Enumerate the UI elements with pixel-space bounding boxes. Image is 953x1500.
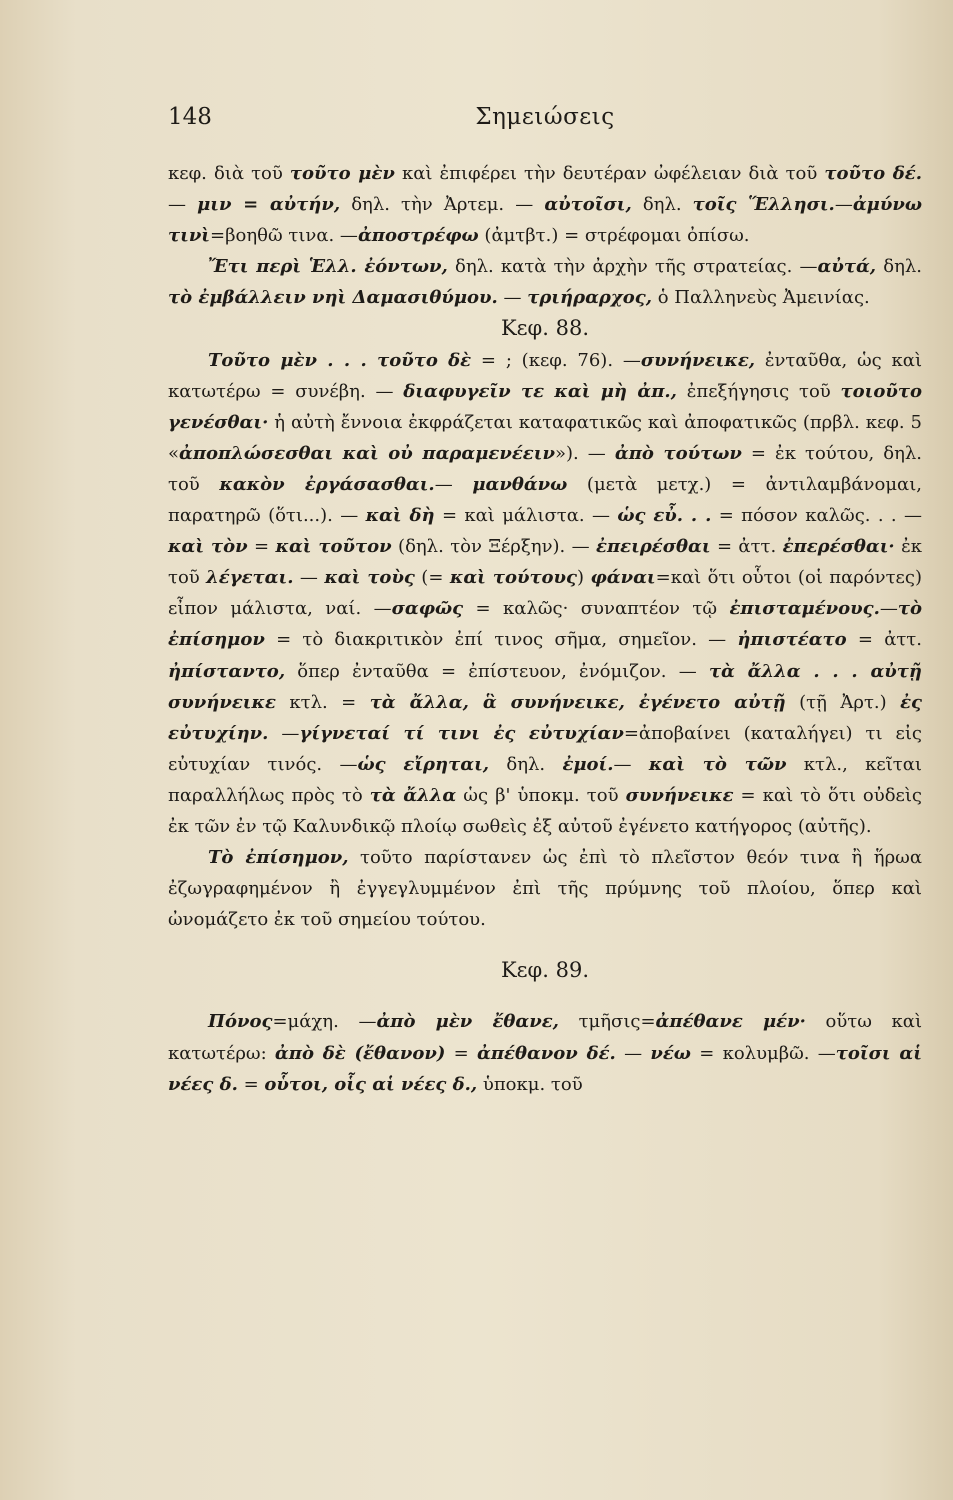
lemma-term: ἀπέθανον δέ. (476, 1042, 616, 1064)
note-text: ἐνταῦθα, ὡς καὶ κατωτέρω = συνέβη. — (168, 349, 923, 402)
lemma-term: κακὸν ἐργάσασθαι. (219, 473, 435, 495)
note-paragraph (168, 158, 922, 251)
lemma-term: καὶ τοῦτον (275, 536, 392, 558)
lemma-term: μανθάνω (472, 473, 568, 495)
lemma-term: τὸ ἐμβάλλειν νηὶ Δαμασιθύμου. (168, 287, 498, 309)
lemma-term: ἀπὸ μὲν ἔθανε, (376, 1011, 559, 1033)
note-text: κτλ., κεῖται παραλλήλως πρὸς τὸ (168, 753, 922, 806)
note-text: = (247, 536, 276, 558)
note-text: =καὶ ὅτι οὗτοι (οἱ παρόντες) εἶπον μάλιστα, ναί. — (168, 567, 922, 620)
note-text: δηλ. κατὰ τὴν ἀρχὴν τῆς στρατείας. — (447, 256, 818, 278)
running-head (168, 104, 922, 140)
lemma-term: γίγνεταί τί τινι ἐς εὐτυχίαν (299, 722, 624, 744)
lemma-term: διαφυγεῖν τε καὶ μὴ ἀπ., (403, 380, 677, 402)
note-text: — (268, 722, 300, 744)
lemma-term: συνήνεικε (625, 784, 734, 806)
note-text: »). — (554, 442, 615, 464)
lemma-term: τοῖς Ἕλλησι. (692, 194, 835, 216)
lemma-term: καὶ τὸ τῶν (648, 753, 787, 775)
note-paragraph (168, 1006, 922, 1099)
lemma-term: τὰ ἄλλα, ἃ συνήνεικε, ἐγένετο αὐτῇ (369, 691, 786, 713)
note-text: = καὶ μάλιστα. — (434, 505, 618, 527)
lemma-term: νέω (650, 1042, 691, 1064)
lemma-term: καὶ δὴ (365, 505, 435, 527)
note-text: καὶ ἐπιφέρει τὴν δευτέραν ὠφέλειαν διὰ τοῦ (394, 163, 825, 184)
note-text: = καὶ τὸ ὅτι οὐδεὶς ἐκ τῶν ἐν τῷ Καλυνδικῷ πλοίῳ σωθεὶς ἐξ αὐτοῦ ἐγένετο κατήγορος (αὐτῆς). (168, 784, 922, 837)
note-text: ἐκ τοῦ (168, 536, 922, 589)
note-text: τοῦτο παρίστανεν ὡς ἐπὶ τὸ πλεῖστον θεόν τινα ἢ ἥρωα ἐζωγραφημένον ἢ ἐγγεγλυμμένον ἐπὶ τῆς πρύμνης τοῦ πλοίου, ὅπερ καὶ ὠνομάζετο ἐκ τοῦ σημείου τούτου. (168, 847, 922, 931)
note-text: =μάχη. — (272, 1011, 377, 1033)
chapter-heading: Κεφ. 88. (500, 316, 590, 341)
note-text: = ; (κεφ. 76). — (471, 349, 641, 371)
note-text: (δηλ. τὸν Ξέρξην). — (391, 536, 597, 558)
lemma-term: ἐπερέσθαι· (782, 536, 895, 558)
note-text: (ἀμτβτ.) = στρέφομαι ὀπίσω. (478, 225, 750, 247)
lemma-term: τοῖσι αἱ νέες δ. (168, 1042, 922, 1095)
note-text: ὁ Παλληνεὺς Ἀμεινίας. (651, 287, 870, 309)
lemma-term: οὗτοι, οἷς αἱ νέες δ., (264, 1073, 478, 1095)
lemma-term: σαφῶς (391, 598, 464, 620)
lemma-term: ἀποπλώσεσθαι καὶ οὐ παραμενέειν (179, 442, 555, 464)
lemma-term: τὰ ἄλλα (369, 784, 457, 806)
lemma-term: καὶ τούτους (449, 567, 578, 589)
note-text: — (615, 1042, 651, 1064)
note-text: ) (577, 567, 591, 589)
note-text: οὕτω καὶ κατωτέρω: (168, 1011, 923, 1064)
note-text: ὅπερ ἐνταῦθα = ἐπίστευον, ἐνόμιζον. — (285, 660, 709, 682)
note-text: — (168, 194, 198, 216)
lemma-term: Πόνος (208, 1011, 273, 1033)
lemma-term: ἠπιστέατο (737, 629, 847, 651)
note-text: ὡς β' ὑποκμ. τοῦ (456, 784, 626, 806)
lemma-term: Τοῦτο μὲν . . . τοῦτο δὲ (208, 349, 472, 371)
note-text: κτλ. = (275, 691, 370, 713)
note-text: ὑποκμ. τοῦ (477, 1073, 583, 1095)
lemma-term: καὶ τὸν (168, 536, 248, 558)
note-text: =ἀποβαίνει (καταλήγει) τι εἰς εὐτυχίαν τινός. — (168, 722, 922, 775)
note-text: δηλ. (631, 194, 693, 216)
note-text: κεφ. διὰ τοῦ (168, 163, 290, 184)
running-title: Σημειώσεις (475, 104, 615, 130)
lemma-term: μιν = αὐτήν, (197, 194, 341, 216)
note-text: — (434, 473, 473, 495)
note-text: ἡ αὐτὴ ἔννοια ἐκφράζεται καταφατικῶς καὶ ἀποφατικῶς (πρβλ. κεφ. 5 « (168, 411, 922, 464)
note-text: =βοηθῶ τινα. — (210, 225, 358, 247)
lemma-term: αὐτοῖσι, (544, 194, 632, 216)
note-text: δηλ. (876, 256, 923, 278)
note-paragraph (168, 251, 922, 313)
note-text: = καλῶς· συναπτέον τῷ (463, 598, 730, 620)
note-text: ἐπεξήγησις τοῦ (676, 380, 841, 402)
note-text: = πόσον καλῶς. . . — (711, 505, 922, 527)
lemma-term: ἠπίσταντο, (168, 660, 286, 682)
lemma-term: ἀπὸ δὲ (ἔθανον) (274, 1042, 446, 1064)
note-text: (= (414, 567, 450, 589)
notes-text (168, 158, 922, 1100)
lemma-term: ὡς εἴρηται, (357, 753, 490, 775)
lemma-term: τοῦτο μὲν (289, 163, 395, 184)
lemma-term: τοῦτο δέ. (824, 163, 922, 184)
note-text: (μετὰ μετχ.) = ἀντιλαμβάνομαι, παρατηρῶ (ὅτι...). — (168, 473, 922, 527)
lemma-term: ἀποστρέφω (357, 225, 479, 247)
note-text: — (293, 567, 325, 589)
note-text: = ἀττ. (846, 629, 922, 651)
lemma-term: ἀμύνω τινὶ (168, 194, 922, 247)
chapter-heading: Κεφ. 89. (500, 958, 590, 983)
note-text: τμῆσις= (558, 1011, 656, 1033)
lemma-term: ἐπισταμένους. (729, 598, 880, 620)
lemma-term: ἀπέθανε μέν· (655, 1011, 806, 1033)
note-text: = (445, 1042, 477, 1064)
lemma-term: ὡς εὖ. . . (617, 505, 712, 527)
lemma-term: αὐτά, (817, 256, 877, 278)
lemma-term: λέγεται. (206, 567, 294, 589)
lemma-term: ἐπειρέσθαι (596, 536, 711, 558)
note-text: δηλ. τὴν Ἀρτεμ. — (340, 194, 545, 216)
lemma-term: τοιοῦτο γενέσθαι· (168, 380, 922, 433)
lemma-term: τὰ ἄλλα . . . αὐτῇ συνήνεικε (168, 660, 922, 713)
note-text: = (237, 1073, 265, 1095)
note-text: (τῇ Ἀρτ.) (785, 691, 901, 713)
lemma-term: τριήραρχος, (527, 287, 652, 309)
note-text: δηλ. (489, 753, 563, 775)
lemma-term: ἀπὸ τούτων (614, 442, 742, 464)
lemma-term: τὸ ἐπίσημον (168, 598, 922, 651)
note-text: = τὸ διακριτικὸν ἐπί τινος σῆμα, σημεῖον. — (264, 629, 738, 651)
lemma-term: Τὸ ἐπίσημον, (208, 847, 349, 869)
note-text: — (497, 287, 528, 309)
note-text: — (879, 598, 898, 620)
lemma-term: καὶ τοὺς (324, 567, 415, 589)
lemma-term: ἐμοί. (562, 753, 614, 775)
lemma-term: φάναι (590, 567, 656, 589)
page-number: 148 (168, 104, 212, 130)
lemma-term: Ἔτι περὶ Ἑλλ. ἐόντων, (208, 256, 448, 278)
note-text: — (834, 194, 853, 216)
lemma-term: ἐς εὐτυχίην. (168, 691, 922, 744)
lemma-term: συνήνεικε, (640, 349, 756, 371)
note-text: — (613, 753, 649, 775)
note-text: = κολυμβῶ. — (690, 1042, 836, 1064)
note-paragraph (168, 842, 922, 935)
note-text: = ἀττ. (710, 536, 783, 558)
note-text: = ἐκ τούτου, δηλ. τοῦ (168, 442, 923, 495)
note-paragraph (168, 345, 922, 843)
